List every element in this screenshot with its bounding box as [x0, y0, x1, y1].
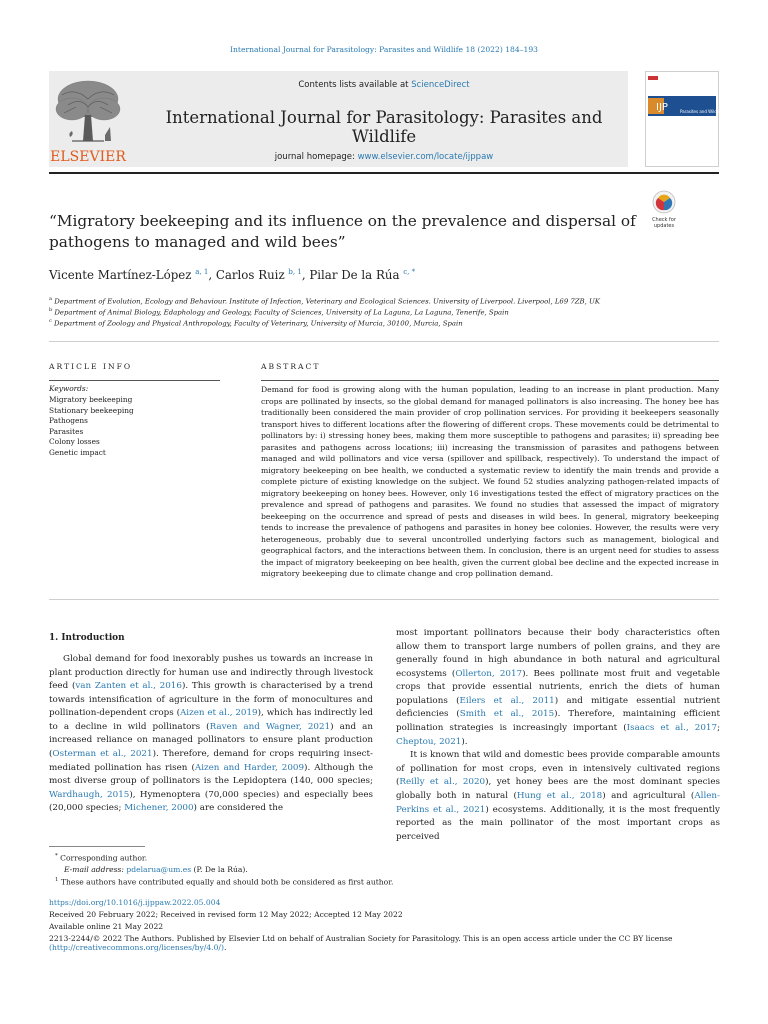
- citation-link[interactable]: Michener, 2000: [124, 803, 194, 814]
- journal-cover-thumbnail[interactable]: [645, 71, 723, 167]
- equal-contribution-note: $^1$ These authors have contributed equally and should both be considered as first author.: [55, 877, 394, 887]
- body-column-left: [49, 653, 373, 816]
- footnote-rule: [49, 846, 145, 847]
- article-info-rule: [49, 380, 220, 381]
- body-text: ) and mitigate essential nutrient deficiencies (: [396, 695, 720, 720]
- body-text: ). Therefore, demand for crops requiring insect-mediated pollination has risen (: [49, 749, 374, 773]
- cover-journal-subtitle: Parasites and Wildlife: [680, 109, 723, 114]
- keywords-list: [49, 395, 134, 458]
- body-text: It is known that wild and domestic bees provide comparable amounts of pollination for most crops, even in intensively cultivated regions (: [396, 750, 720, 788]
- journal-title: International Journal for Parasitology: Parasites and Wildlife: [165, 108, 603, 146]
- body-paragraph: [49, 653, 373, 816]
- author-name[interactable]: Vicente Martínez-López: [49, 268, 192, 282]
- check-updates-label: Check for updates: [652, 217, 676, 229]
- crossmark-icon: [652, 190, 676, 214]
- keywords-label: Keywords:: [49, 384, 89, 393]
- citation-link[interactable]: van Zanten et al., 2016: [75, 681, 182, 692]
- corresponding-author-note: * Corresponding author.: [55, 853, 148, 863]
- email-footnote: E-mail address: pdelarua@um.es (P. De la Rúa).: [64, 865, 248, 874]
- email-link[interactable]: pdelarua@um.es: [126, 865, 192, 874]
- publisher-wordmark: ELSEVIER: [50, 149, 126, 165]
- abstract-heading: ABSTRACT: [261, 362, 321, 371]
- doi-link[interactable]: https://doi.org/10.1016/j.ijppaw.2022.05.004: [49, 898, 221, 907]
- license-statement: 2213-2244/© 2022 The Authors. Published by Elsevier Ltd on behalf of Australian Society for Parasitology. This is an open access article under the CC BY license (http://creativecommons.org/licenses/by/4.0/).: [49, 934, 673, 952]
- article-info-heading: ARTICLE INFO: [49, 362, 133, 371]
- body-text: ). Therefore, maintaining efficient pollination strategies is increasingly important (: [396, 709, 720, 734]
- contents-available-line: Contents lists available at ScienceDirect: [298, 80, 470, 90]
- citation-link[interactable]: Reilly et al., 2020: [399, 777, 486, 788]
- cover-journal-abbrev: IJP: [656, 102, 668, 113]
- keyword-item: Colony losses: [49, 437, 100, 446]
- abstract-bottom-rule: [49, 599, 719, 600]
- sciencedirect-link[interactable]: ScienceDirect: [411, 80, 470, 90]
- citation-link[interactable]: Ollerton, 2017: [455, 668, 523, 679]
- body-text: ;: [717, 723, 721, 734]
- abstract-text: Demand for food is growing along with the human population, leading to an increase in plant production. Many crops are pollinated by insects, so the global demand for managed pollinators is also increasing. The honey bee has traditionally been considered the main provider of crop pollination services. For providing it beekeepers seasonally transport hives to different locations after the flowering of different crops. These movements could be detrimental to pollinators by: i) stressing honey bees, making them more susceptible to pathogens and parasites; ii) spreading bee parasites and pathogens across locations; iii) increasing the transmission of parasites and pathogens between managed and wild pollinators and vice versa (spillover and spillback, respectively). To understand the impact of migratory beekeeping on bee health, we conducted a systematic review to identify the main trends and provide a complete picture of existing knowledge on the subject. We found 52 studies analyzing pathogen-related impacts of migratory beekeeping on honey bees. However, only 16 investigations tested the effect of migratory practices on the prevalence and spread of pathogens and parasites. We found no studies that assessed the impact of migratory beekeeping on the occurrence and spread of pests and diseases in wild bees. In general, migratory beekeeping tends to increase the prevalence of pathogens and parasites in honey bee colonies. However, the results were very heterogeneous, probably due to several uncontrolled underlying factors such as management, biological and geographical factors, and the interactions between them. In conclusion, there is an urgent need for studies to assess the impact of migratory beekeeping on bee health, given the current global bee decline and the expected increase in migratory beekeeping due to climate change and crop pollination demand.: [261, 385, 719, 578]
- abstract-rule: [261, 380, 719, 381]
- keyword-item: Stationary beekeeping: [49, 405, 134, 415]
- body-text: ) and agricultural (: [602, 790, 695, 801]
- body-paragraph: [396, 627, 720, 749]
- citation-link[interactable]: Wardhaugh, 2015: [49, 789, 130, 800]
- body-text: ) and an increased reliance on managed pollinators to ensure plant production (: [49, 721, 373, 760]
- affiliation: $^b$ Department of Animal Biology, Edaphology and Geology, Faculty of Sciences, University of La Laguna, La Laguna, Tenerife, Spain: [49, 307, 509, 317]
- body-text: ) are considered the: [193, 803, 284, 814]
- body-text: ), yet honey bees are the most dominant species globally both in natural (: [396, 777, 720, 801]
- citation-link[interactable]: Isaacs et al., 2017: [626, 723, 718, 734]
- affiliation: $^c$ Department of Zoology and Physical Anthropology, Faculty of Veterinary, University of Murcia, 30100, Murcia, Spain: [49, 318, 463, 328]
- citation-link[interactable]: Osterman et al., 2021: [52, 749, 153, 760]
- author-list: Vicente Martínez-López $^{a, 1}$, Carlos Ruiz $^{b, 1}$, Pilar De la Rúa $^{c, *}$: [49, 268, 416, 282]
- masthead-rule: [49, 172, 719, 174]
- citation-link[interactable]: Raven and Wagner, 2021: [209, 721, 331, 732]
- citation-link[interactable]: Eilers et al., 2011: [459, 695, 555, 706]
- citation-link[interactable]: Aizen and Harder, 2009: [194, 762, 305, 773]
- keyword-item: Migratory beekeeping: [49, 395, 133, 404]
- body-paragraph: [396, 749, 720, 844]
- body-text: ). Although the most diverse group of pollinators is the Lepidoptera (140, 000 species;: [49, 762, 374, 787]
- section-heading-introduction: 1. Introduction: [49, 633, 125, 643]
- body-text: most important pollinators because their body characteristics often allow them to transport large numbers of pollen grains, and they are generally found in high abundance in both natural and agricultural ecosystems (: [396, 628, 720, 679]
- body-text: ), Hymenoptera (70,000 species) and especially bees (20,000 species;: [49, 789, 374, 814]
- article-title: “Migratory beekeeping and its influence on the prevalence and dispersal of pathogens to managed and wild bees”: [49, 212, 636, 251]
- body-text: ) ecosystems. Additionally, it is the most frequently reported as the main pollinator of the most important crops as perceived: [396, 804, 721, 842]
- keyword-item: Parasites: [49, 426, 84, 436]
- citation-link[interactable]: Aizen et al., 2019: [179, 708, 258, 719]
- affiliation: $^a$ Department of Evolution, Ecology and Behaviour. Institute of Infection, Veterinary and Ecological Sciences. University of Liverpool. Liverpool, L69 7ZB, UK: [49, 296, 600, 306]
- journal-homepage-line: journal homepage: www.elsevier.com/locate/ijppaw: [274, 152, 494, 162]
- body-column-right: [396, 627, 720, 844]
- body-text: ).: [461, 736, 468, 747]
- citation-link[interactable]: Hung et al., 2018: [516, 790, 603, 801]
- author-affiliation-marker[interactable]: b, 1: [288, 268, 302, 277]
- license-link[interactable]: (http://creativecommons.org/licenses/by/4.0/): [49, 943, 224, 952]
- author-name[interactable]: Pilar De la Rúa: [309, 268, 400, 282]
- elsevier-tree-logo-icon: [50, 75, 126, 167]
- keyword-item: Genetic impact: [49, 447, 106, 457]
- body-text: ), which has indirectly led to a decline in wild pollinators (: [49, 708, 373, 732]
- online-date: Available online 21 May 2022: [49, 922, 164, 931]
- body-text: Global demand for food inexorably pushes us towards an increase in plant production directly for human use and indirectly through livestock feed (: [49, 654, 373, 692]
- journal-homepage-link[interactable]: www.elsevier.com/locate/ijppaw: [357, 152, 494, 162]
- journal-citation-header[interactable]: International Journal for Parasitology: Parasites and Wildlife 18 (2022) 184–193: [230, 45, 538, 54]
- body-text: ). Bees pollinate most fruit and vegetable crops that provide essential nutrients, enrich the diets of human populations (: [396, 668, 720, 706]
- keyword-item: Pathogens: [49, 416, 88, 425]
- received-dates: Received 20 February 2022; Received in revised form 12 May 2022; Accepted 12 May 2022: [49, 910, 403, 919]
- author-name[interactable]: Carlos Ruiz: [215, 268, 285, 282]
- check-for-updates-button[interactable]: [648, 190, 680, 230]
- citation-link[interactable]: Allen-Perkins et al., 2021: [396, 790, 721, 815]
- author-affiliation-marker[interactable]: c, *: [403, 268, 416, 277]
- author-affiliation-marker[interactable]: a, 1: [195, 268, 209, 277]
- citation-link[interactable]: Smith et al., 2015: [459, 709, 555, 720]
- citation-link[interactable]: Cheptou, 2021: [396, 736, 462, 747]
- section-divider: [49, 341, 719, 342]
- body-text: ). This growth is characterised by a trend towards intensification of agriculture in the form of monocultures and pollination-dependent crops (: [49, 681, 373, 719]
